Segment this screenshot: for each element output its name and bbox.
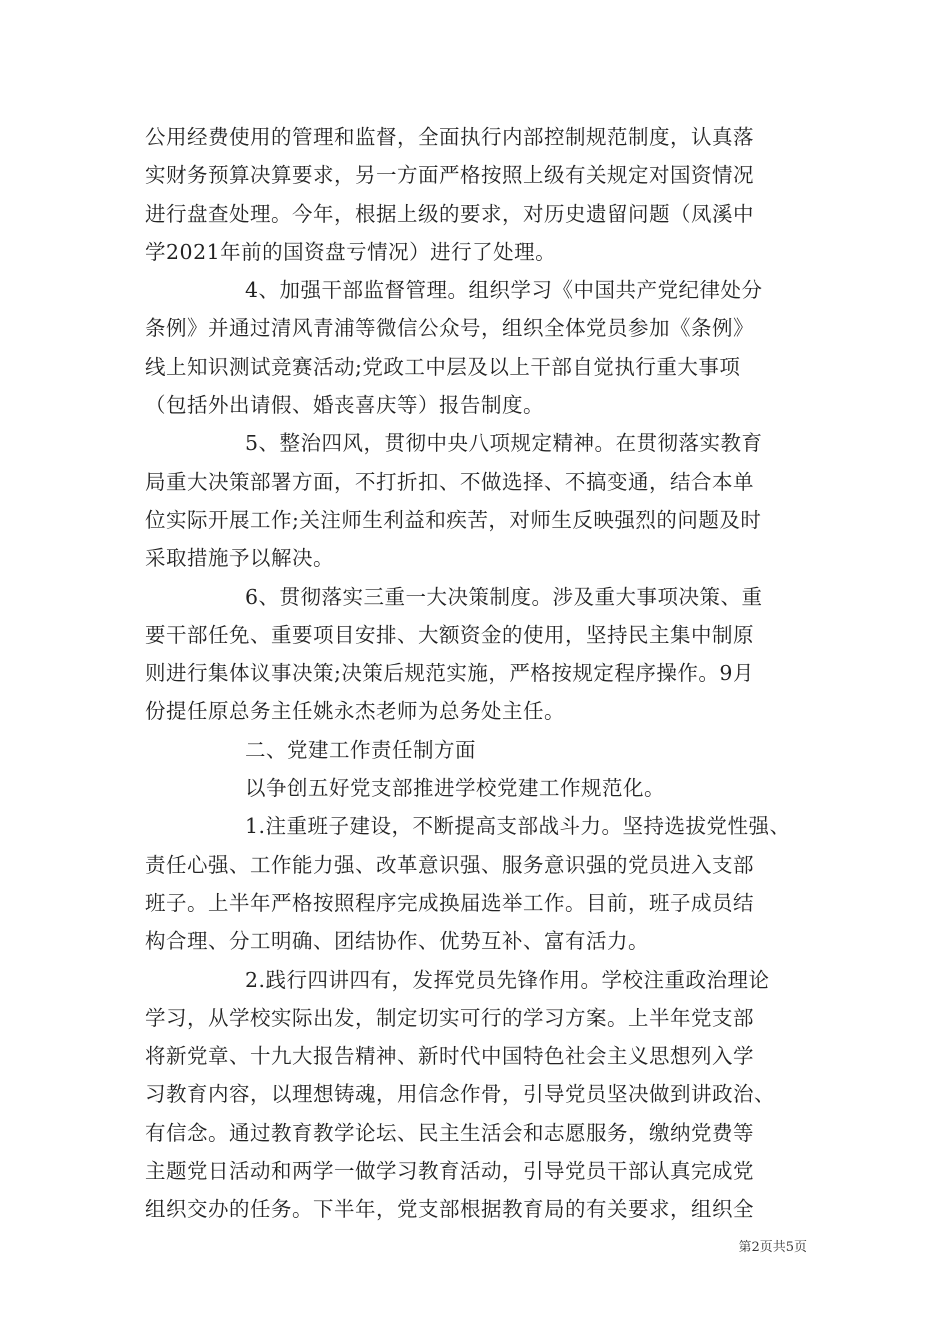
text-line: 习教育内容，以理想铸魂，用信念作骨，引导党员坚决做到讲政治、 — [145, 1082, 775, 1107]
text-line: 线上知识测试竞赛活动;党政工中层及以上干部自觉执行重大事项 — [145, 354, 741, 379]
text-line: 公用经费使用的管理和监督，全面执行内部控制规范制度，认真落 — [145, 125, 754, 149]
paragraph-start-line: 以争创五好党支部推进学校党建工作规范化。 — [245, 776, 665, 801]
text-line: 班子。上半年严格按照程序完成换届选举工作。目前，班子成员结 — [145, 890, 754, 915]
text-line: 条例》并通过清风青浦等微信公众号，组织全体党员参加《条例》 — [145, 316, 754, 341]
text-line: 实财务预算决算要求，另一方面严格按照上级有关规定对国资情况 — [145, 163, 754, 188]
paragraph-start-line: 2.践行四讲四有，发挥党员先锋作用。学校注重政治理论 — [245, 967, 770, 992]
text-line: 组织交办的任务。下半年，党支部根据教育局的有关要求，组织全 — [145, 1197, 754, 1222]
text-line: 份提任原总务主任姚永杰老师为总务处主任。 — [145, 699, 565, 724]
paragraph-start-line: 5、整治四风，贯彻中央八项规定精神。在贯彻落实教育 — [245, 431, 763, 456]
text-line: 采取措施予以解决。 — [145, 546, 334, 571]
text-line: 学2021年前的国资盘亏情况）进行了处理。 — [145, 239, 557, 264]
paragraph-start-line: 6、贯彻落实三重一大决策制度。涉及重大事项决策、重 — [245, 584, 763, 609]
text-line: 有信念。通过教育教学论坛、民主生活会和志愿服务，缴纳党费等 — [145, 1120, 754, 1145]
text-line: （包括外出请假、婚丧喜庆等）报告制度。 — [145, 393, 544, 418]
text-line: 将新党章、十九大报告精神、新时代中国特色社会主义思想列入学 — [145, 1044, 754, 1069]
text-line: 主题党日活动和两学一做学习教育活动，引导党员干部认真完成党 — [145, 1159, 754, 1184]
page-number: 第2页共5页 — [738, 1240, 807, 1255]
section-heading: 二、党建工作责任制方面 — [245, 737, 476, 762]
text-line: 则进行集体议事决策;决策后规范实施，严格按规定程序操作。9月 — [145, 661, 754, 686]
text-line: 位实际开展工作;关注师生利益和疾苦，对师生反映强烈的问题及时 — [145, 507, 762, 532]
text-line: 责任心强、工作能力强、改革意识强、服务意识强的党员进入支部 — [145, 852, 754, 877]
text-line: 构合理、分工明确、团结协作、优势互补、富有活力。 — [145, 929, 649, 954]
paragraph-start-line: 4、加强干部监督管理。组织学习《中国共产党纪律处分 — [245, 278, 763, 303]
text-line: 学习，从学校实际出发，制定切实可行的学习方案。上半年党支部 — [145, 1005, 754, 1030]
text-line: 进行盘查处理。今年，根据上级的要求，对历史遗留问题（凤溪中 — [145, 201, 754, 226]
paragraph-start-line: 1.注重班子建设，不断提高支部战斗力。坚持选拔党性强、 — [245, 814, 791, 839]
text-line: 要干部任免、重要项目安排、大额资金的使用，坚持民主集中制原 — [145, 622, 754, 647]
text-line: 局重大决策部署方面，不打折扣、不做选择、不搞变通，结合本单 — [145, 469, 754, 494]
body-text — [145, 118, 810, 1229]
